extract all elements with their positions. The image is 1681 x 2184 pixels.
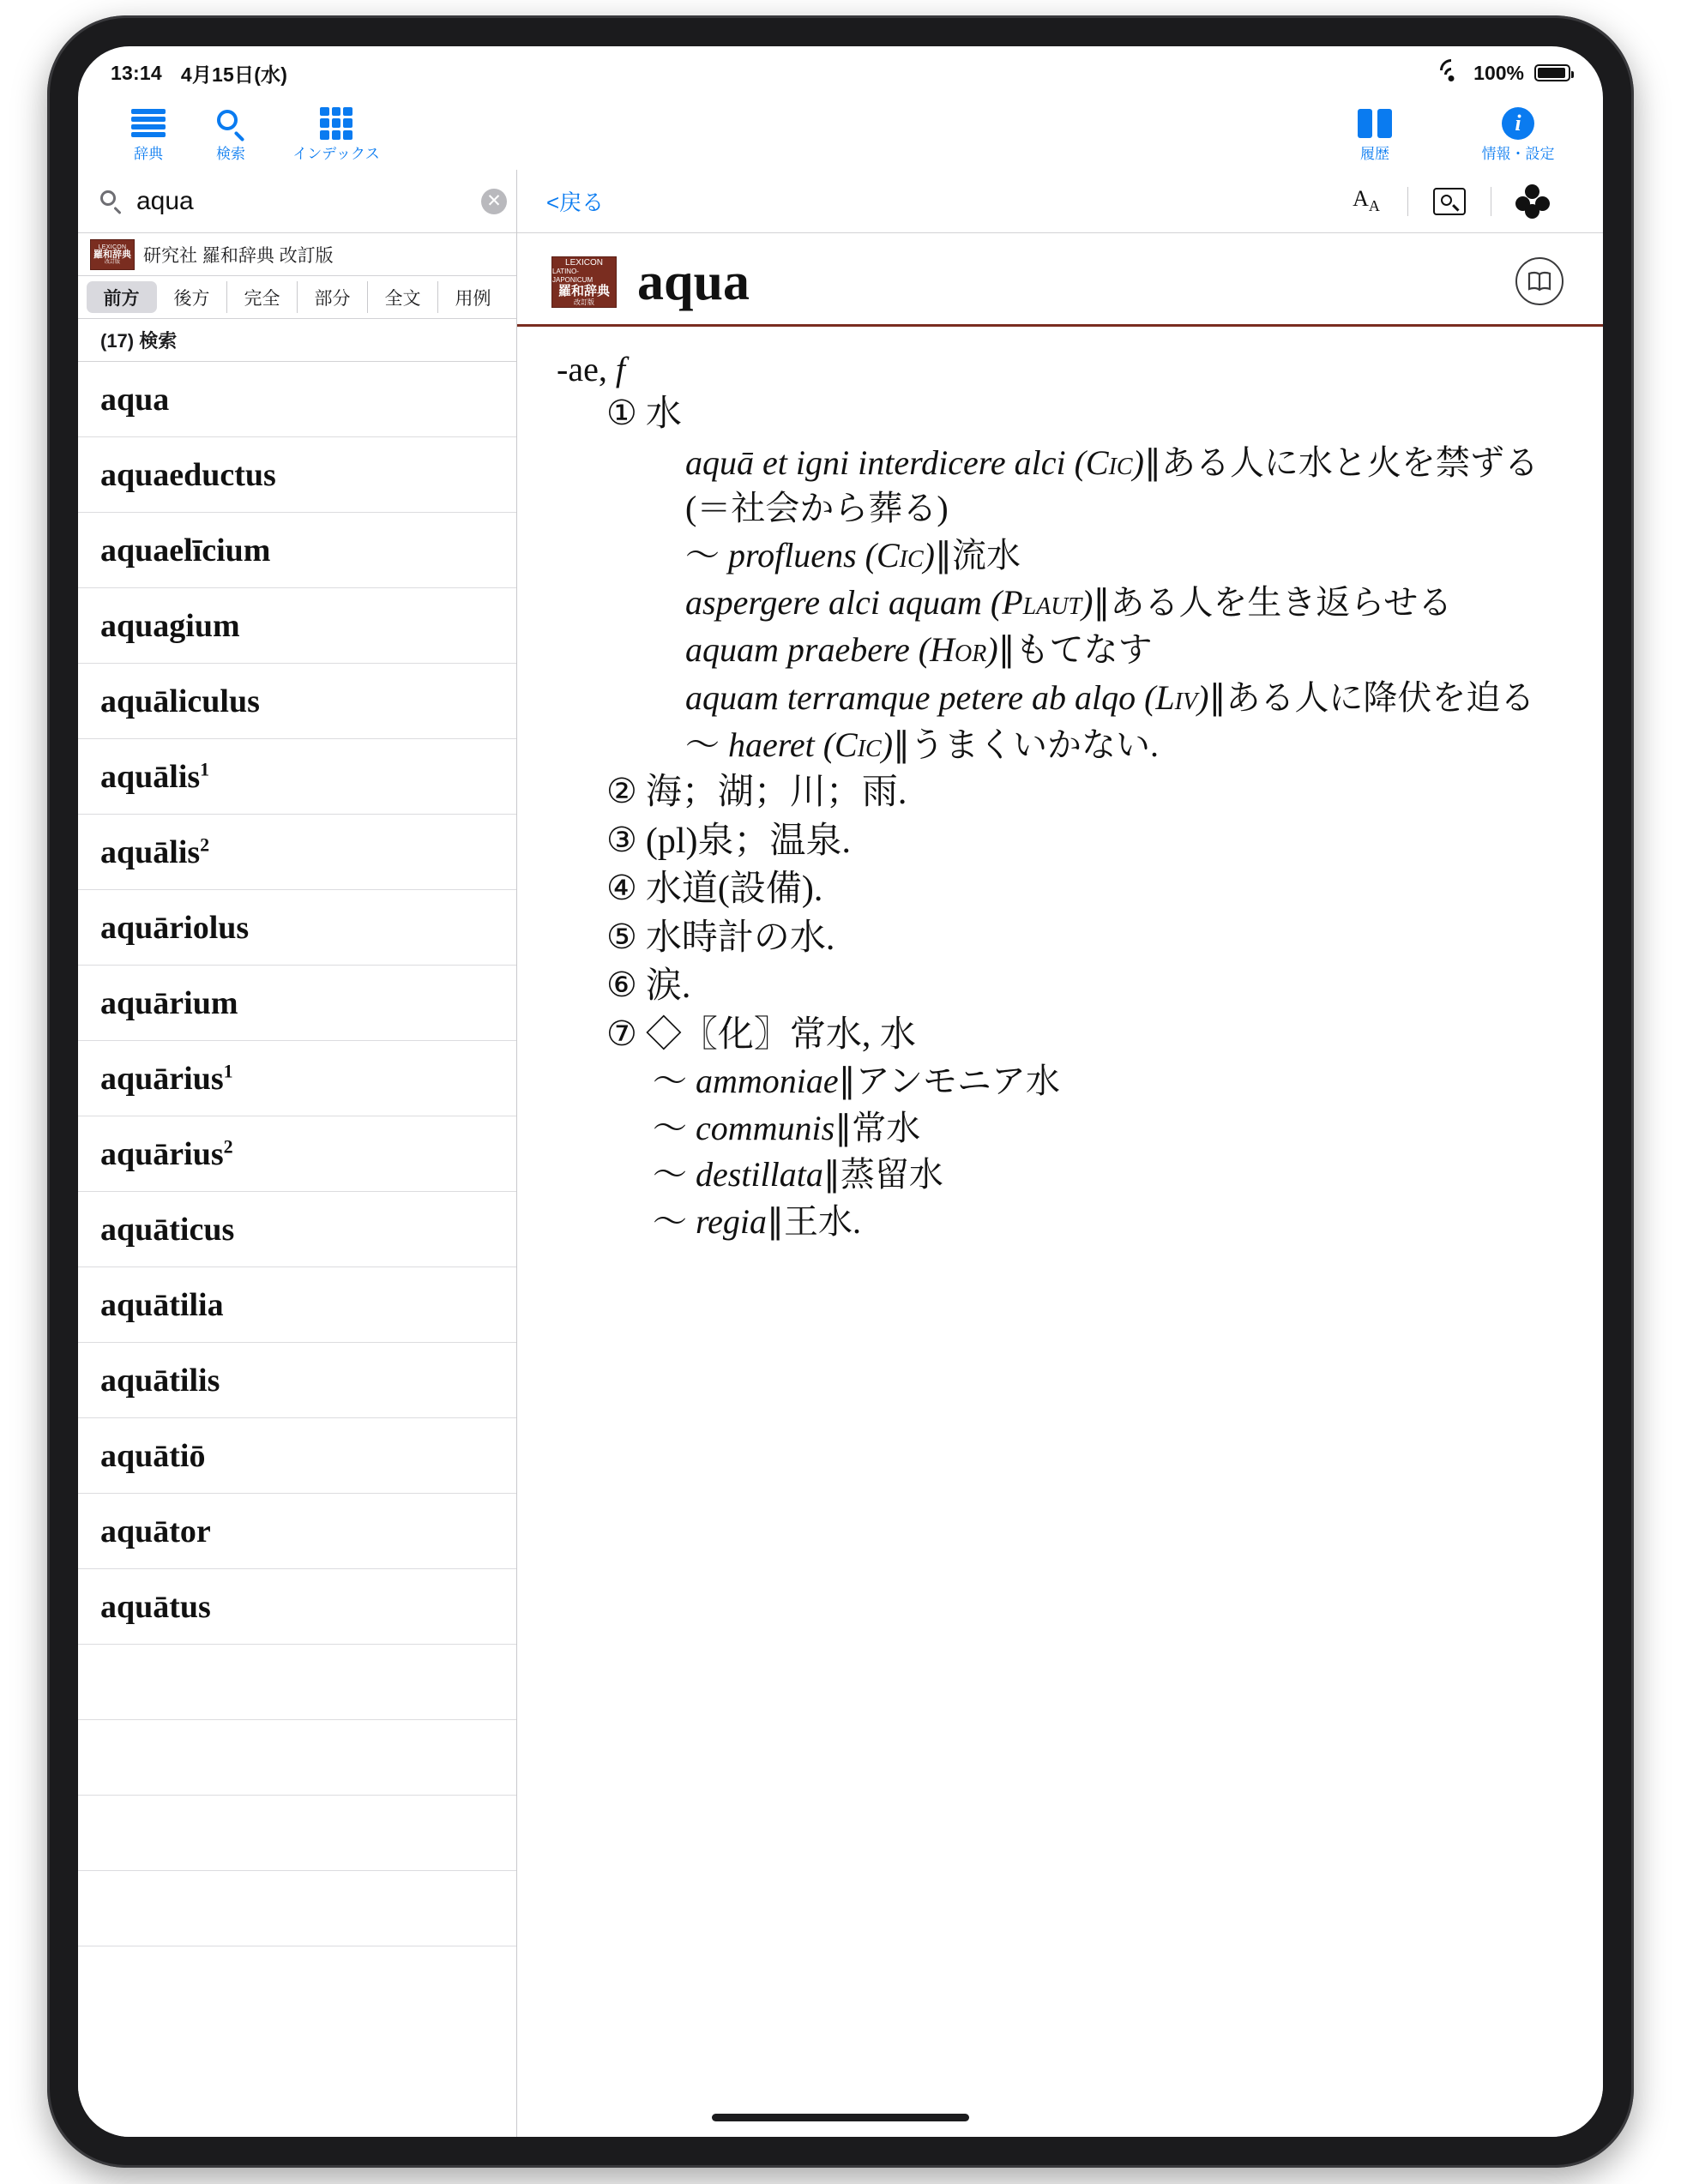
detail-pane [517,170,1603,2137]
search-icon [100,190,123,213]
index-grid-icon [320,107,352,140]
list-item[interactable] [78,1569,516,1645]
tab-info-settings-label: 情報・設定 [1481,145,1555,162]
list-item[interactable] [78,437,516,513]
sense-text: ◇〖化〗常水, 水 [645,1014,916,1055]
tab-index[interactable] [272,107,401,163]
headword-badge-line1: LEXICON [565,257,603,268]
filter-tab-prefix[interactable]: 前方 [87,281,157,313]
sense [557,963,1565,1010]
list-item-label: aquātilia [100,1286,224,1323]
japanese-gloss: ∥ある人に水と火を禁ずる(＝社会から葬る) [685,442,1539,527]
citation-source: Plaut [1002,583,1082,623]
result-list[interactable] [78,362,516,2137]
main-content [78,170,1603,2137]
citation-source: Cic [1085,442,1133,482]
example-line: 〜 ammoniae∥アンモニア水 [653,1062,1061,1101]
ipad-device-frame [47,15,1634,2168]
search-mode-filters [78,276,516,319]
list-item[interactable] [78,966,516,1041]
clover-icon [1515,184,1550,219]
list-item[interactable] [78,739,516,815]
sense [557,391,1565,438]
sense [557,1012,1565,1059]
latin-phrase: destillata [696,1155,823,1194]
japanese-gloss: ∥流水 [934,535,1021,575]
sense-number: ⑥ [606,966,637,1005]
latin-phrase: profluens (Cic) [728,535,935,575]
status-bar-left [111,59,287,87]
example-line: 〜 haeret (Cic)∥うまくいかない. [685,725,1160,764]
status-bar-right [1439,62,1570,85]
clear-icon[interactable]: ✕ [481,189,507,214]
list-item-label: aquālis$^2$ [100,833,210,870]
japanese-gloss: ∥常水 [834,1108,921,1147]
list-item[interactable] [78,664,516,739]
citation-source: Liv [1155,677,1198,717]
sense-number: ⑦ [606,1014,637,1053]
list-item-label: aquālis$^1$ [100,757,210,795]
filter-tab-exact[interactable]: 完全 [227,281,298,313]
latin-phrase: communis [696,1108,835,1147]
dictionary-icon [131,107,166,140]
sense-number: ② [606,771,637,810]
app-toolbar [78,99,1603,170]
headword-badge-line4: 改訂版 [574,298,594,306]
latin-phrase: aquā et igni interdicere alci (Cic) [685,442,1144,482]
list-item[interactable] [78,1494,516,1569]
list-item-empty [78,1645,516,1720]
result-count: (17) 検索 [78,319,516,362]
list-item-label: aquārius$^2$ [100,1134,233,1172]
example-list [557,1058,1565,1245]
filter-tab-partial[interactable]: 部分 [298,281,368,313]
status-date: 4月15日(水) [180,63,288,86]
latin-phrase: haeret (Cic) [728,725,894,764]
list-item-label: aquātor [100,1513,211,1549]
detail-toolbar [517,170,1603,233]
sense [557,818,1565,865]
search-input[interactable] [135,186,469,217]
sense-list [557,391,1565,1245]
info-icon: i [1502,107,1534,140]
sidebar [78,170,517,2137]
list-item-label: aquaelīcium [100,532,271,569]
sense-text: (pl)泉；温泉. [645,821,852,861]
dictionary-name: 研究社 羅和辞典 改訂版 [143,245,334,266]
font-size-icon: $A_A$ [1353,186,1380,215]
list-item[interactable] [78,362,516,437]
battery-icon [1534,64,1570,81]
back-button[interactable]: <戻る [546,190,605,215]
sense-number: ① [606,394,637,432]
battery-percent-label: 100% [1473,61,1524,84]
status-time: 13:14 [111,61,162,84]
tab-index-label: インデックス [292,145,380,162]
list-item[interactable] [78,1192,516,1267]
example-line: 〜 communis∥常水 [653,1108,921,1147]
home-indicator [712,2114,969,2121]
in-page-search-button[interactable] [1408,188,1491,215]
bookmark-book-icon[interactable] [1515,257,1564,305]
headword-badge-line2: LATINO-JAPONICUM [552,268,593,284]
list-item[interactable] [78,1116,516,1192]
latin-phrase: aquam praebere (Hor) [685,630,998,670]
list-item[interactable] [78,815,516,890]
latin-phrase: aquam terramque petere ab alqo (Liv) [685,677,1209,717]
tab-search[interactable] [190,107,272,163]
japanese-gloss: ∥アンモニア水 [838,1062,1061,1101]
sense-text: 海；湖；川；雨. [645,772,907,812]
headword-badge-line3: 羅和辞典 [557,283,610,298]
page-title: aqua [637,253,750,311]
list-item[interactable] [78,513,516,588]
list-item-label: aquātus [100,1588,211,1625]
history-icon [1358,107,1392,140]
citation-source: Cic [834,725,882,764]
example-list [557,440,1565,767]
list-item-label: aquagium [100,607,240,644]
japanese-gloss: ∥もてなす [997,630,1153,670]
homograph-number: 1 [200,757,210,779]
homograph-number: 1 [223,1059,233,1081]
latin-phrase: ammoniae [696,1062,839,1101]
example-line: 〜 profluens (Cic)∥流水 [685,535,1021,575]
list-item[interactable] [78,1041,516,1116]
list-item-label: aquāriolus [100,909,250,946]
search-icon [215,107,246,140]
list-item-empty [78,1720,516,1796]
list-item-label: aquāticus [100,1211,235,1248]
sense [557,769,1565,816]
sense-text: 涙. [645,966,691,1007]
citation-source: Cic [876,535,924,575]
japanese-gloss: ∥ある人に降伏を迫る [1208,677,1535,717]
sense-text: 水道(設備). [645,869,823,910]
dictionary-badge-line3: 改訂版 [104,259,120,265]
entry-body [517,327,1603,2137]
wifi-icon [1439,64,1463,81]
in-page-search-icon [1433,188,1466,215]
example-line: 〜 destillata∥蒸留水 [653,1155,943,1194]
list-item-label: aquaeductus [100,456,276,493]
tab-history-label: 履歴 [1360,145,1389,162]
homograph-number: 2 [200,833,210,855]
list-item-empty [78,1796,516,1871]
list-item[interactable] [78,890,516,966]
list-item[interactable] [78,588,516,664]
list-item-label: aquāliculus [100,683,260,719]
japanese-gloss: ∥王水. [766,1201,861,1241]
sense [557,866,1565,913]
japanese-gloss: ∥蒸留水 [822,1155,943,1194]
sense-number: ④ [606,869,637,908]
more-options-button[interactable] [1491,184,1574,219]
list-item-empty [78,1871,516,1946]
tab-history[interactable] [1334,107,1416,163]
japanese-gloss: ∥ある人を生き返らせる [1093,583,1453,623]
list-item[interactable] [78,1418,516,1494]
latin-phrase: aspergere alci aquam (Plaut) [685,583,1094,623]
citation-source: Hor [930,630,987,670]
tab-search-label: 検索 [216,145,245,162]
example-line: 〜 regia∥王水. [653,1201,861,1241]
example-line [685,440,1565,531]
dictionary-badge-line1: LEXICON [98,244,127,250]
homograph-number: 2 [223,1134,233,1157]
dictionary-badge-icon [551,256,617,308]
list-item-label: aquātiō [100,1437,206,1474]
list-item[interactable] [78,1343,516,1418]
example-line [685,627,1565,672]
font-size-button[interactable] [1325,186,1407,215]
part-of-speech: -ae, f [557,350,625,388]
example-line [685,580,1565,625]
list-item-label: aquārium [100,984,238,1021]
filter-tab-fulltext[interactable]: 全文 [368,281,438,313]
status-bar [78,46,1603,99]
sense-text: 水時計の水. [645,918,835,958]
japanese-gloss: ∥うまくいかない. [893,725,1160,764]
dictionary-badge-line2: 羅和辞典 [93,249,131,260]
list-item-label: aqua [100,381,170,418]
sense-text: 水 [645,394,682,434]
tab-info-settings[interactable] [1462,107,1574,163]
sense-number: ⑤ [606,917,637,956]
screen [78,46,1603,2137]
filter-tab-examples[interactable]: 用例 [455,288,491,309]
list-item-label: aquātilis [100,1362,220,1399]
list-item[interactable] [78,1267,516,1343]
app-toolbar-right [1334,107,1574,163]
example-line [685,675,1565,720]
latin-phrase: regia [696,1201,767,1241]
sense [557,915,1565,962]
sense-number: ③ [606,820,637,859]
detail-tools [1325,184,1574,219]
dictionary-badge-icon [90,239,135,270]
search-bar[interactable] [78,170,516,233]
headword-bar [517,233,1603,327]
tab-dictionary[interactable] [107,107,190,163]
tab-dictionary-label: 辞典 [134,145,163,162]
dictionary-selector[interactable] [78,233,516,276]
list-item-label: aquārius$^1$ [100,1059,233,1097]
filter-tab-suffix[interactable]: 後方 [157,281,227,313]
